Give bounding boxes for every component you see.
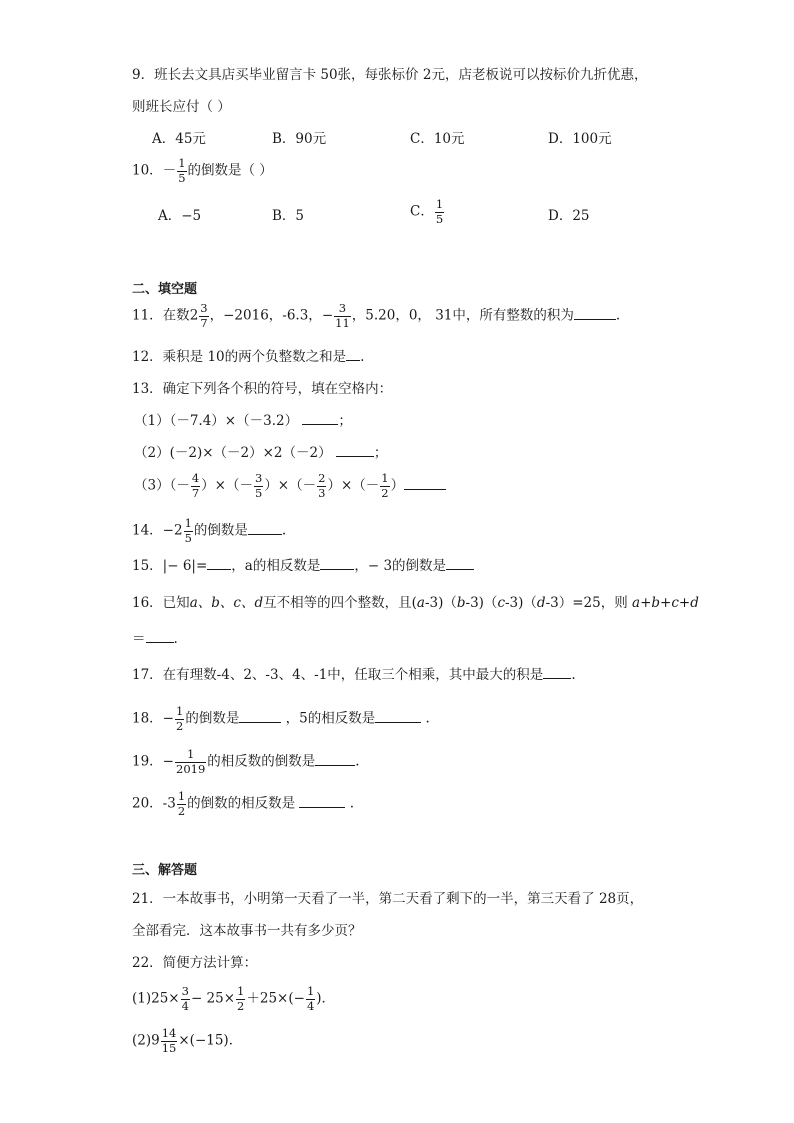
q22-p2-fraction bbox=[161, 1028, 178, 1054]
q20-end: . bbox=[345, 795, 355, 812]
q16-text-a: 16．已知 bbox=[132, 595, 190, 611]
q13-p3-n4: 1 bbox=[381, 471, 389, 485]
q10-option-b: B．5 bbox=[272, 208, 305, 224]
q10-option-c-label: C． bbox=[410, 203, 434, 220]
q16-text-b: 互不相等的四个整数，且( bbox=[263, 595, 417, 611]
q13-title: 13．确定下列各个积的符号，填在空格内： bbox=[132, 381, 393, 397]
q22-title: 22．简便方法计算： bbox=[132, 955, 258, 971]
q9-option-a: A．45元 bbox=[152, 131, 206, 147]
q22-part1 bbox=[132, 986, 335, 1012]
q14-end: . bbox=[281, 522, 287, 539]
q21-line1: 21．一本故事书，小明第一天看了一半，第二天看了剩下的一半，第三天看了 28页， bbox=[132, 891, 644, 907]
q20 bbox=[132, 791, 354, 817]
q22-p1-n2: 1 bbox=[237, 984, 245, 998]
q17-answer-blank[interactable] bbox=[543, 666, 571, 679]
q16-sum: a+b+c+d bbox=[632, 595, 699, 611]
q22-p2-b: ×(−15)． bbox=[178, 1032, 243, 1049]
q11-end: . bbox=[615, 307, 621, 324]
q16-answer-blank[interactable] bbox=[146, 630, 174, 643]
q15 bbox=[132, 557, 474, 575]
q11-den1: 7 bbox=[200, 315, 208, 330]
q17-end: . bbox=[571, 667, 576, 683]
q11-den2: 11 bbox=[335, 315, 350, 330]
q18 bbox=[132, 706, 430, 732]
q22-p1-d2: 2 bbox=[237, 998, 245, 1013]
q19-num: 1 bbox=[175, 749, 206, 763]
q13-p3-n3: 2 bbox=[318, 471, 326, 485]
q22-p1-a: (1)25× bbox=[132, 990, 180, 1007]
q17-text: 17．在有理数-4、2、-3、4、-1中，任取三个相乘，其中最大的积是 bbox=[132, 667, 544, 683]
q16-text-c: -3)（ bbox=[424, 595, 457, 611]
q18-den: 2 bbox=[176, 718, 184, 733]
q10-option-d: D．25 bbox=[548, 208, 590, 224]
q13-part1-text: （1）（－7.4）×（－3.2） bbox=[134, 413, 299, 429]
q13-part2 bbox=[134, 444, 387, 462]
q22-p1-d3: 4 bbox=[306, 998, 315, 1013]
q22-p1-d: )． bbox=[316, 990, 336, 1007]
q15-text-c: ，− 3的倒数是 bbox=[354, 558, 447, 574]
q16-line1 bbox=[132, 594, 699, 612]
q20-text-b: 的倒数的相反数是 bbox=[187, 795, 300, 812]
section-fill-in-heading: 二、填空题 bbox=[132, 282, 198, 297]
q10-denominator: 5 bbox=[178, 170, 186, 185]
q14-den: 5 bbox=[184, 530, 192, 545]
q10-fraction bbox=[177, 158, 186, 184]
q19-den: 2019 bbox=[176, 761, 206, 776]
q16-text-d: -3)（ bbox=[465, 595, 498, 611]
q22-p1-n3: 1 bbox=[306, 984, 315, 998]
q11-num2: 3 bbox=[334, 303, 351, 317]
q16-eq: ＝ bbox=[132, 631, 146, 647]
q13-part1 bbox=[134, 412, 352, 430]
q13-part1-blank[interactable] bbox=[302, 412, 338, 425]
q22-p2-den: 15 bbox=[161, 1040, 177, 1055]
q18-text-a: 18．− bbox=[132, 710, 174, 727]
q22-p1-b: − 25× bbox=[190, 990, 236, 1007]
q10-numerator: 1 bbox=[178, 156, 186, 170]
q16-v4: d bbox=[536, 595, 546, 611]
q20-den: 2 bbox=[177, 803, 186, 818]
q10-option-c bbox=[410, 199, 445, 225]
q17 bbox=[132, 666, 576, 684]
q13-p3-d2: 5 bbox=[254, 485, 263, 500]
q14-text-b: 的倒数是 bbox=[193, 522, 248, 539]
q11-fraction-1 bbox=[199, 303, 208, 329]
q11-text-a: 11．在数 bbox=[132, 307, 190, 324]
q13-p3-d4: 2 bbox=[381, 485, 389, 500]
q15-text-a: 15．|− 6|= bbox=[132, 558, 208, 574]
q13-p3-c: ）×（－ bbox=[264, 477, 317, 494]
q9-line1: 9．班长去文具店买毕业留言卡 50张，每张标价 2元，店老板说可以按标价九折优惠， bbox=[132, 67, 648, 83]
q10-stem bbox=[132, 158, 273, 184]
q20-answer-blank[interactable] bbox=[299, 795, 345, 808]
q16-v1: a bbox=[416, 595, 425, 611]
q20-text-a: 20．-3 bbox=[132, 795, 176, 812]
q16-v3: c bbox=[497, 595, 505, 611]
q10-option-a: A．−5 bbox=[158, 208, 202, 224]
q13-p3-frac4 bbox=[380, 473, 389, 499]
q14-fraction bbox=[184, 518, 193, 544]
q22-p1-c: ＋25×(− bbox=[246, 990, 305, 1007]
q22-part2 bbox=[132, 1028, 242, 1054]
q18-blank-1[interactable] bbox=[239, 710, 281, 723]
q22-p1-d1: 4 bbox=[181, 998, 189, 1013]
q16-text-e: -3)（ bbox=[505, 595, 537, 611]
q11-whole: 2 bbox=[189, 307, 199, 324]
q15-blank-1[interactable] bbox=[207, 557, 231, 570]
q13-p3-frac1 bbox=[191, 473, 200, 499]
q10-neg-sign: － bbox=[162, 162, 177, 179]
q18-blank-2[interactable] bbox=[375, 710, 421, 723]
q18-fraction bbox=[175, 706, 184, 732]
q14-text-a: 14．−2 bbox=[132, 522, 183, 539]
q9-option-b: B．90元 bbox=[272, 131, 327, 147]
q9-option-d: D．100元 bbox=[548, 131, 612, 147]
q19 bbox=[132, 749, 360, 775]
q10-option-c-denominator: 5 bbox=[435, 211, 444, 226]
q13-part1-end: ； bbox=[338, 413, 352, 429]
q15-text-b: ，a的相反数是 bbox=[231, 558, 321, 574]
q19-end: . bbox=[355, 753, 360, 770]
q21-line2: 全部看完．这本故事书一共有多少页？ bbox=[132, 923, 362, 939]
q16-v2: b bbox=[456, 595, 466, 611]
q14-answer-blank[interactable] bbox=[248, 522, 282, 535]
q13-part2-end: ； bbox=[373, 445, 388, 461]
q22-p1-frac1 bbox=[181, 986, 190, 1012]
q18-end: . bbox=[421, 710, 430, 727]
q13-p3-frac3 bbox=[317, 473, 326, 499]
q11-fraction-2 bbox=[334, 303, 351, 329]
q12 bbox=[132, 348, 364, 366]
q13-p3-n2: 3 bbox=[254, 471, 263, 485]
q10-suffix: 的倒数是（ ） bbox=[187, 162, 273, 179]
q16-text-f: -3）=25，则 bbox=[545, 595, 633, 611]
q12-text: 12．乘积是 10的两个负整数之和是 bbox=[132, 349, 347, 365]
q22-p2-a: (2)9 bbox=[132, 1032, 160, 1049]
q10-option-c-fraction bbox=[435, 199, 444, 225]
section-answer-heading: 三、解答题 bbox=[132, 863, 198, 878]
q18-num: 1 bbox=[176, 704, 184, 718]
q19-text-b: 的相反数的倒数是 bbox=[207, 753, 316, 770]
q18-text-b: 的倒数是 bbox=[185, 710, 240, 727]
q9-line2: 则班长应付（ ） bbox=[132, 99, 231, 115]
q10-option-c-numerator: 1 bbox=[435, 197, 444, 211]
q13-part3 bbox=[134, 473, 446, 499]
q13-p3-e: ） bbox=[390, 477, 405, 494]
q16-line2 bbox=[132, 630, 178, 648]
q13-part2-blank[interactable] bbox=[336, 444, 374, 457]
q13-p3-d3: 3 bbox=[318, 485, 326, 500]
q13-p3-d1: 7 bbox=[191, 485, 200, 500]
q22-p1-frac2 bbox=[236, 986, 245, 1012]
q11-neg: − bbox=[321, 307, 334, 324]
q10-number: 10． bbox=[132, 162, 163, 179]
q11 bbox=[132, 303, 620, 329]
q13-p3-frac2 bbox=[254, 473, 263, 499]
q15-blank-3[interactable] bbox=[446, 557, 474, 570]
q14-num: 1 bbox=[184, 516, 192, 530]
q11-answer-blank[interactable] bbox=[574, 307, 616, 320]
q13-p3-n1: 4 bbox=[191, 471, 200, 485]
q13-part3-blank[interactable] bbox=[404, 477, 446, 490]
q14 bbox=[132, 518, 286, 544]
q11-text-c: ，5.20，0， 31中，所有整数的积为 bbox=[351, 307, 574, 324]
q13-part2-text: （2）(－2)×（－2）×2（－2） bbox=[134, 445, 332, 461]
q13-p3-b: ）×（－ bbox=[201, 477, 253, 494]
q20-num: 1 bbox=[177, 789, 186, 803]
q19-answer-blank[interactable] bbox=[315, 753, 355, 766]
q11-text-b: ，−2016，-6.3， bbox=[209, 307, 322, 324]
q22-p1-n1: 3 bbox=[181, 984, 189, 998]
q13-p3-a: （3）（－ bbox=[134, 477, 190, 494]
q15-blank-2[interactable] bbox=[320, 557, 354, 570]
q9-option-c: C．10元 bbox=[410, 131, 465, 147]
q16-vars: a、b、c、d bbox=[189, 595, 264, 611]
q22-p2-num: 14 bbox=[161, 1026, 177, 1040]
q13-p3-d: ）×（－ bbox=[327, 477, 380, 494]
q12-end: . bbox=[360, 349, 365, 365]
q12-answer-blank[interactable] bbox=[346, 348, 360, 361]
q22-p1-frac3 bbox=[306, 986, 315, 1012]
q19-fraction bbox=[175, 749, 206, 775]
q16-end: . bbox=[173, 631, 178, 647]
q19-text-a: 19．− bbox=[132, 753, 174, 770]
q20-fraction bbox=[177, 791, 186, 817]
q18-text-c: ，5的相反数是 bbox=[281, 710, 376, 727]
q11-num1: 3 bbox=[200, 301, 208, 315]
